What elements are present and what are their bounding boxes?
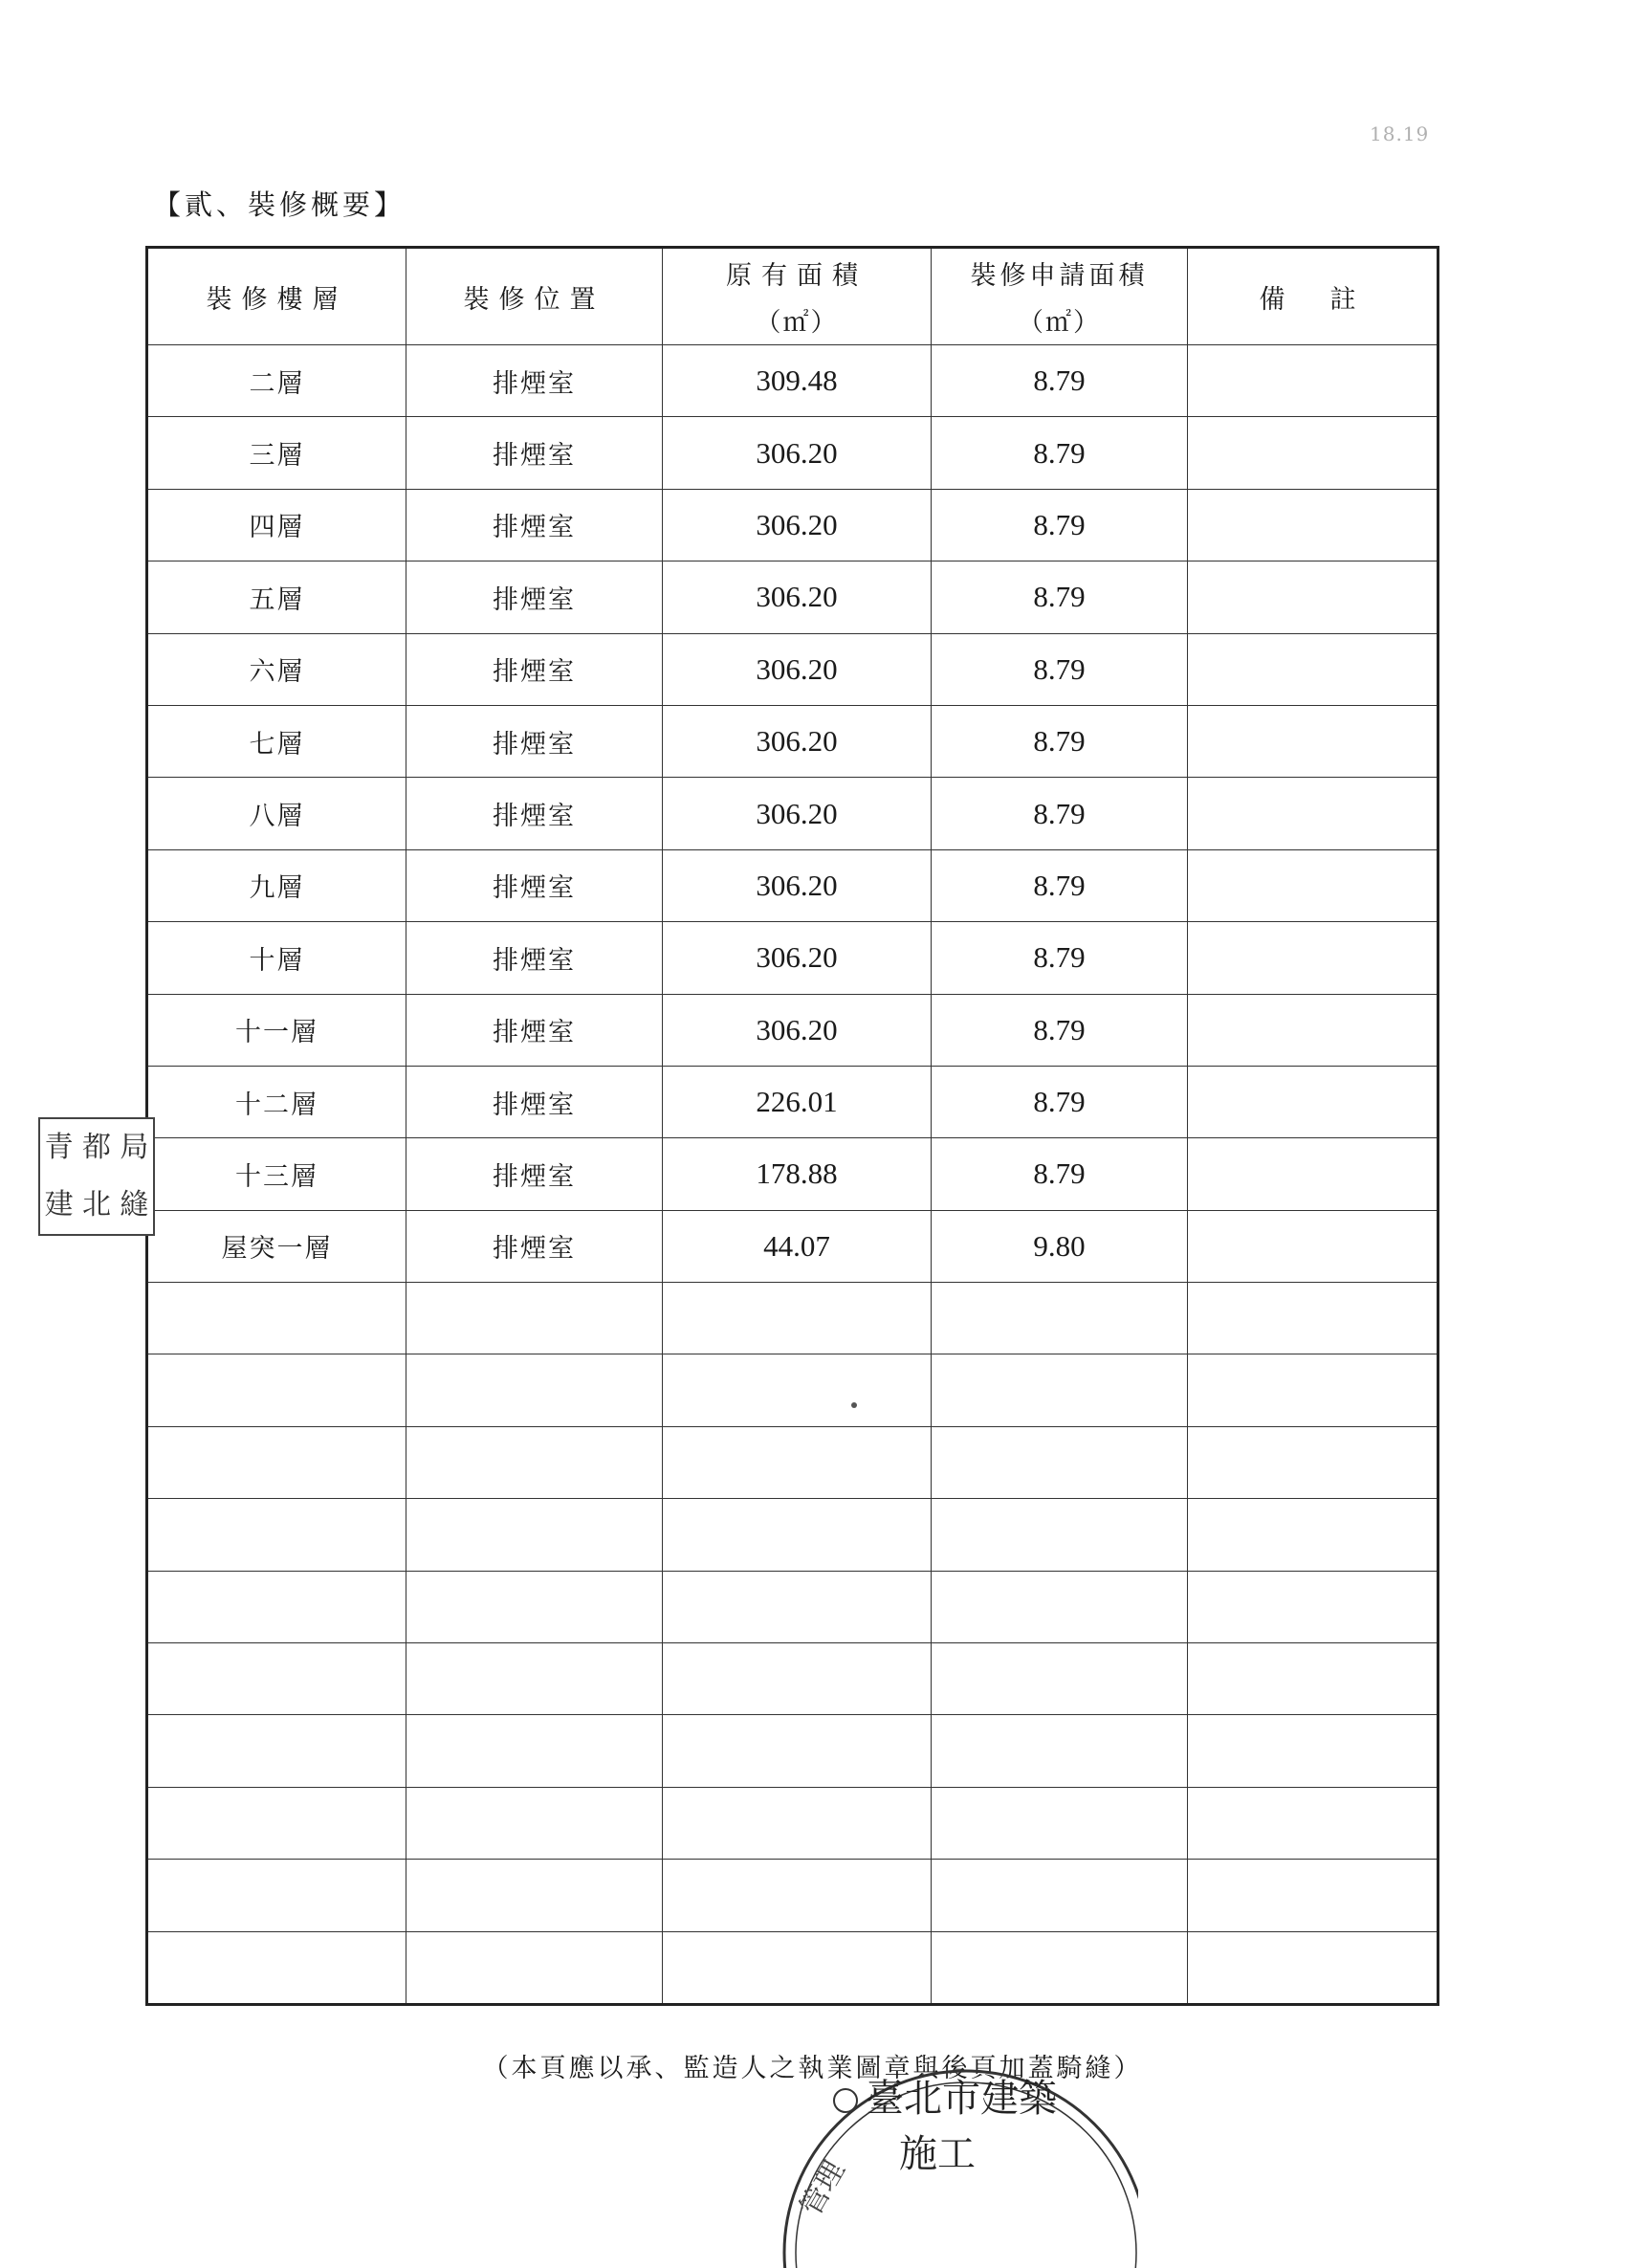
seal-char: 北 (81, 1188, 111, 1222)
seal-side-text: 管理 (794, 2155, 852, 2222)
table-row (147, 994, 1438, 1066)
cell-remarks (1188, 1138, 1438, 1210)
header-remarks: 備 註 (1188, 248, 1438, 345)
table-row (147, 1499, 1438, 1571)
cell-original-area: 178.88 (663, 1138, 932, 1210)
header-location: 裝修位置 (406, 248, 663, 345)
cell-floor: 二層 (147, 345, 406, 417)
cell-location: 排煙室 (406, 1066, 663, 1137)
cell-requested-area: 8.79 (932, 922, 1188, 994)
cell-requested-area: 8.79 (932, 633, 1188, 705)
cell-location: 排煙室 (406, 417, 663, 489)
cell-floor (147, 1931, 406, 2004)
cell-requested-area: 8.79 (932, 1066, 1188, 1137)
cell-location: 排煙室 (406, 994, 663, 1066)
cell-original-area: 306.20 (663, 489, 932, 561)
cell-floor (147, 1787, 406, 1859)
seal-char: 建 (44, 1188, 74, 1222)
seal-char: 都 (81, 1131, 111, 1164)
cell-original-area (663, 1426, 932, 1498)
cell-remarks (1188, 417, 1438, 489)
cell-floor (147, 1283, 406, 1354)
cell-location (406, 1787, 663, 1859)
cell-requested-area (932, 1426, 1188, 1498)
table-row (147, 345, 1438, 417)
cell-floor (147, 1499, 406, 1571)
cell-remarks (1188, 1066, 1438, 1137)
cell-requested-area: 8.79 (932, 778, 1188, 849)
table-row (147, 1354, 1438, 1426)
table-row (147, 1210, 1438, 1282)
cell-original-area (663, 1931, 932, 2004)
table-row (147, 1715, 1438, 1787)
cell-original-area (663, 1354, 932, 1426)
section-title: 【貳、裝修概要】 (153, 188, 406, 221)
cell-requested-area (932, 1715, 1188, 1787)
cell-remarks (1188, 705, 1438, 777)
cell-location: 排煙室 (406, 489, 663, 561)
cell-remarks (1188, 1426, 1438, 1498)
cell-location: 排煙室 (406, 561, 663, 633)
cell-floor: 六層 (147, 633, 406, 705)
header-requested-area (932, 248, 1188, 345)
header-requested-area-label: 裝修申請面積 (970, 261, 1149, 291)
cell-location (406, 1571, 663, 1642)
table-row (147, 1138, 1438, 1210)
cell-remarks (1188, 1715, 1438, 1787)
cell-floor: 四層 (147, 489, 406, 561)
cell-floor: 八層 (147, 778, 406, 849)
table-row (147, 922, 1438, 994)
cell-remarks (1188, 1499, 1438, 1571)
cell-requested-area (932, 1643, 1188, 1715)
table-row (147, 778, 1438, 849)
cell-floor: 五層 (147, 561, 406, 633)
cell-original-area (663, 1787, 932, 1859)
cell-requested-area: 8.79 (932, 561, 1188, 633)
page-mark: 18.19 (1370, 122, 1430, 145)
seal-char: 青 (44, 1131, 74, 1164)
cell-floor: 十一層 (147, 994, 406, 1066)
header-original-area-label: 原有面積 (726, 261, 867, 291)
cell-requested-area (932, 1354, 1188, 1426)
cell-location: 排煙室 (406, 633, 663, 705)
cell-requested-area (932, 1571, 1188, 1642)
cell-location: 排煙室 (406, 1138, 663, 1210)
cell-original-area: 44.07 (663, 1210, 932, 1282)
table-row (147, 561, 1438, 633)
table-row (147, 1571, 1438, 1642)
cell-requested-area: 8.79 (932, 417, 1188, 489)
table-row (147, 1931, 1438, 2004)
table-row (147, 849, 1438, 921)
cell-requested-area (932, 1787, 1188, 1859)
cell-original-area: 306.20 (663, 705, 932, 777)
cell-remarks (1188, 345, 1438, 417)
cell-remarks (1188, 849, 1438, 921)
cell-requested-area: 8.79 (932, 1138, 1188, 1210)
cell-remarks (1188, 922, 1438, 994)
table-row (147, 1860, 1438, 1931)
header-floor: 裝修樓層 (147, 248, 406, 345)
table-header-row (147, 248, 1438, 345)
table-row (147, 489, 1438, 561)
cell-remarks (1188, 633, 1438, 705)
cell-location: 排煙室 (406, 922, 663, 994)
cell-remarks (1188, 1571, 1438, 1642)
cell-original-area (663, 1643, 932, 1715)
cell-remarks (1188, 1931, 1438, 2004)
seal-inner-text: 施工 (899, 2132, 976, 2176)
cell-requested-area: 8.79 (932, 705, 1188, 777)
cell-floor: 十三層 (147, 1138, 406, 1210)
table-row (147, 1283, 1438, 1354)
cell-location: 排煙室 (406, 705, 663, 777)
seal-char: 縫 (120, 1188, 149, 1222)
cell-remarks (1188, 1643, 1438, 1715)
cell-original-area (663, 1715, 932, 1787)
cell-floor: 三層 (147, 417, 406, 489)
cell-requested-area: 8.79 (932, 345, 1188, 417)
cell-location (406, 1283, 663, 1354)
cell-location (406, 1354, 663, 1426)
cell-floor (147, 1571, 406, 1642)
table-row (147, 633, 1438, 705)
cell-floor (147, 1715, 406, 1787)
table-row (147, 705, 1438, 777)
footnote: （本頁應以承、監造人之執業圖章與後頁加蓋騎縫） (482, 2054, 1143, 2083)
cell-location: 排煙室 (406, 849, 663, 921)
cell-remarks (1188, 1210, 1438, 1282)
bottom-seal-stamp (775, 2061, 1138, 2268)
cell-floor (147, 1643, 406, 1715)
renovation-summary-table (145, 246, 1439, 2006)
table-row (147, 1787, 1438, 1859)
cell-requested-area: 8.79 (932, 849, 1188, 921)
table-row (147, 417, 1438, 489)
cell-remarks (1188, 1283, 1438, 1354)
seal-char: 局 (120, 1131, 149, 1164)
cell-original-area: 309.48 (663, 345, 932, 417)
cell-remarks (1188, 1787, 1438, 1859)
cell-floor: 屋突一層 (147, 1210, 406, 1282)
cell-original-area: 306.20 (663, 561, 932, 633)
cell-requested-area (932, 1860, 1188, 1931)
cell-original-area: 306.20 (663, 994, 932, 1066)
table-row (147, 1426, 1438, 1498)
ink-speck (851, 1402, 857, 1408)
cell-location (406, 1931, 663, 2004)
cell-remarks (1188, 994, 1438, 1066)
cell-floor: 七層 (147, 705, 406, 777)
cell-location: 排煙室 (406, 778, 663, 849)
cell-remarks (1188, 1354, 1438, 1426)
cell-requested-area: 8.79 (932, 994, 1188, 1066)
cell-floor (147, 1354, 406, 1426)
cell-original-area: 306.20 (663, 778, 932, 849)
table-body (147, 345, 1438, 2005)
left-seal-stamp (38, 1117, 155, 1236)
cell-original-area: 306.20 (663, 849, 932, 921)
cell-original-area (663, 1571, 932, 1642)
table-row (147, 1643, 1438, 1715)
cell-location (406, 1643, 663, 1715)
cell-remarks (1188, 489, 1438, 561)
cell-remarks (1188, 561, 1438, 633)
cell-original-area: 306.20 (663, 417, 932, 489)
cell-floor (147, 1860, 406, 1931)
cell-requested-area: 8.79 (932, 489, 1188, 561)
cell-requested-area (932, 1499, 1188, 1571)
cell-remarks (1188, 1860, 1438, 1931)
cell-original-area: 226.01 (663, 1066, 932, 1137)
cell-requested-area: 9.80 (932, 1210, 1188, 1282)
cell-floor (147, 1426, 406, 1498)
seal-text: 臺北市建築 (866, 2077, 1057, 2121)
cell-original-area (663, 1499, 932, 1571)
header-original-area (663, 248, 932, 345)
cell-requested-area (932, 1283, 1188, 1354)
cell-original-area (663, 1283, 932, 1354)
cell-original-area (663, 1860, 932, 1931)
plum-emblem-icon (834, 2089, 857, 2112)
cell-floor: 十層 (147, 922, 406, 994)
cell-location (406, 1715, 663, 1787)
table-row (147, 1066, 1438, 1137)
header-requested-area-unit: （㎡） (1018, 308, 1101, 338)
cell-original-area: 306.20 (663, 633, 932, 705)
cell-original-area: 306.20 (663, 922, 932, 994)
cell-location (406, 1860, 663, 1931)
cell-requested-area (932, 1931, 1188, 2004)
cell-floor: 十二層 (147, 1066, 406, 1137)
cell-location: 排煙室 (406, 1210, 663, 1282)
cell-floor: 九層 (147, 849, 406, 921)
cell-remarks (1188, 778, 1438, 849)
cell-location (406, 1426, 663, 1498)
cell-location: 排煙室 (406, 345, 663, 417)
cell-location (406, 1499, 663, 1571)
header-original-area-unit: （㎡） (755, 308, 839, 338)
